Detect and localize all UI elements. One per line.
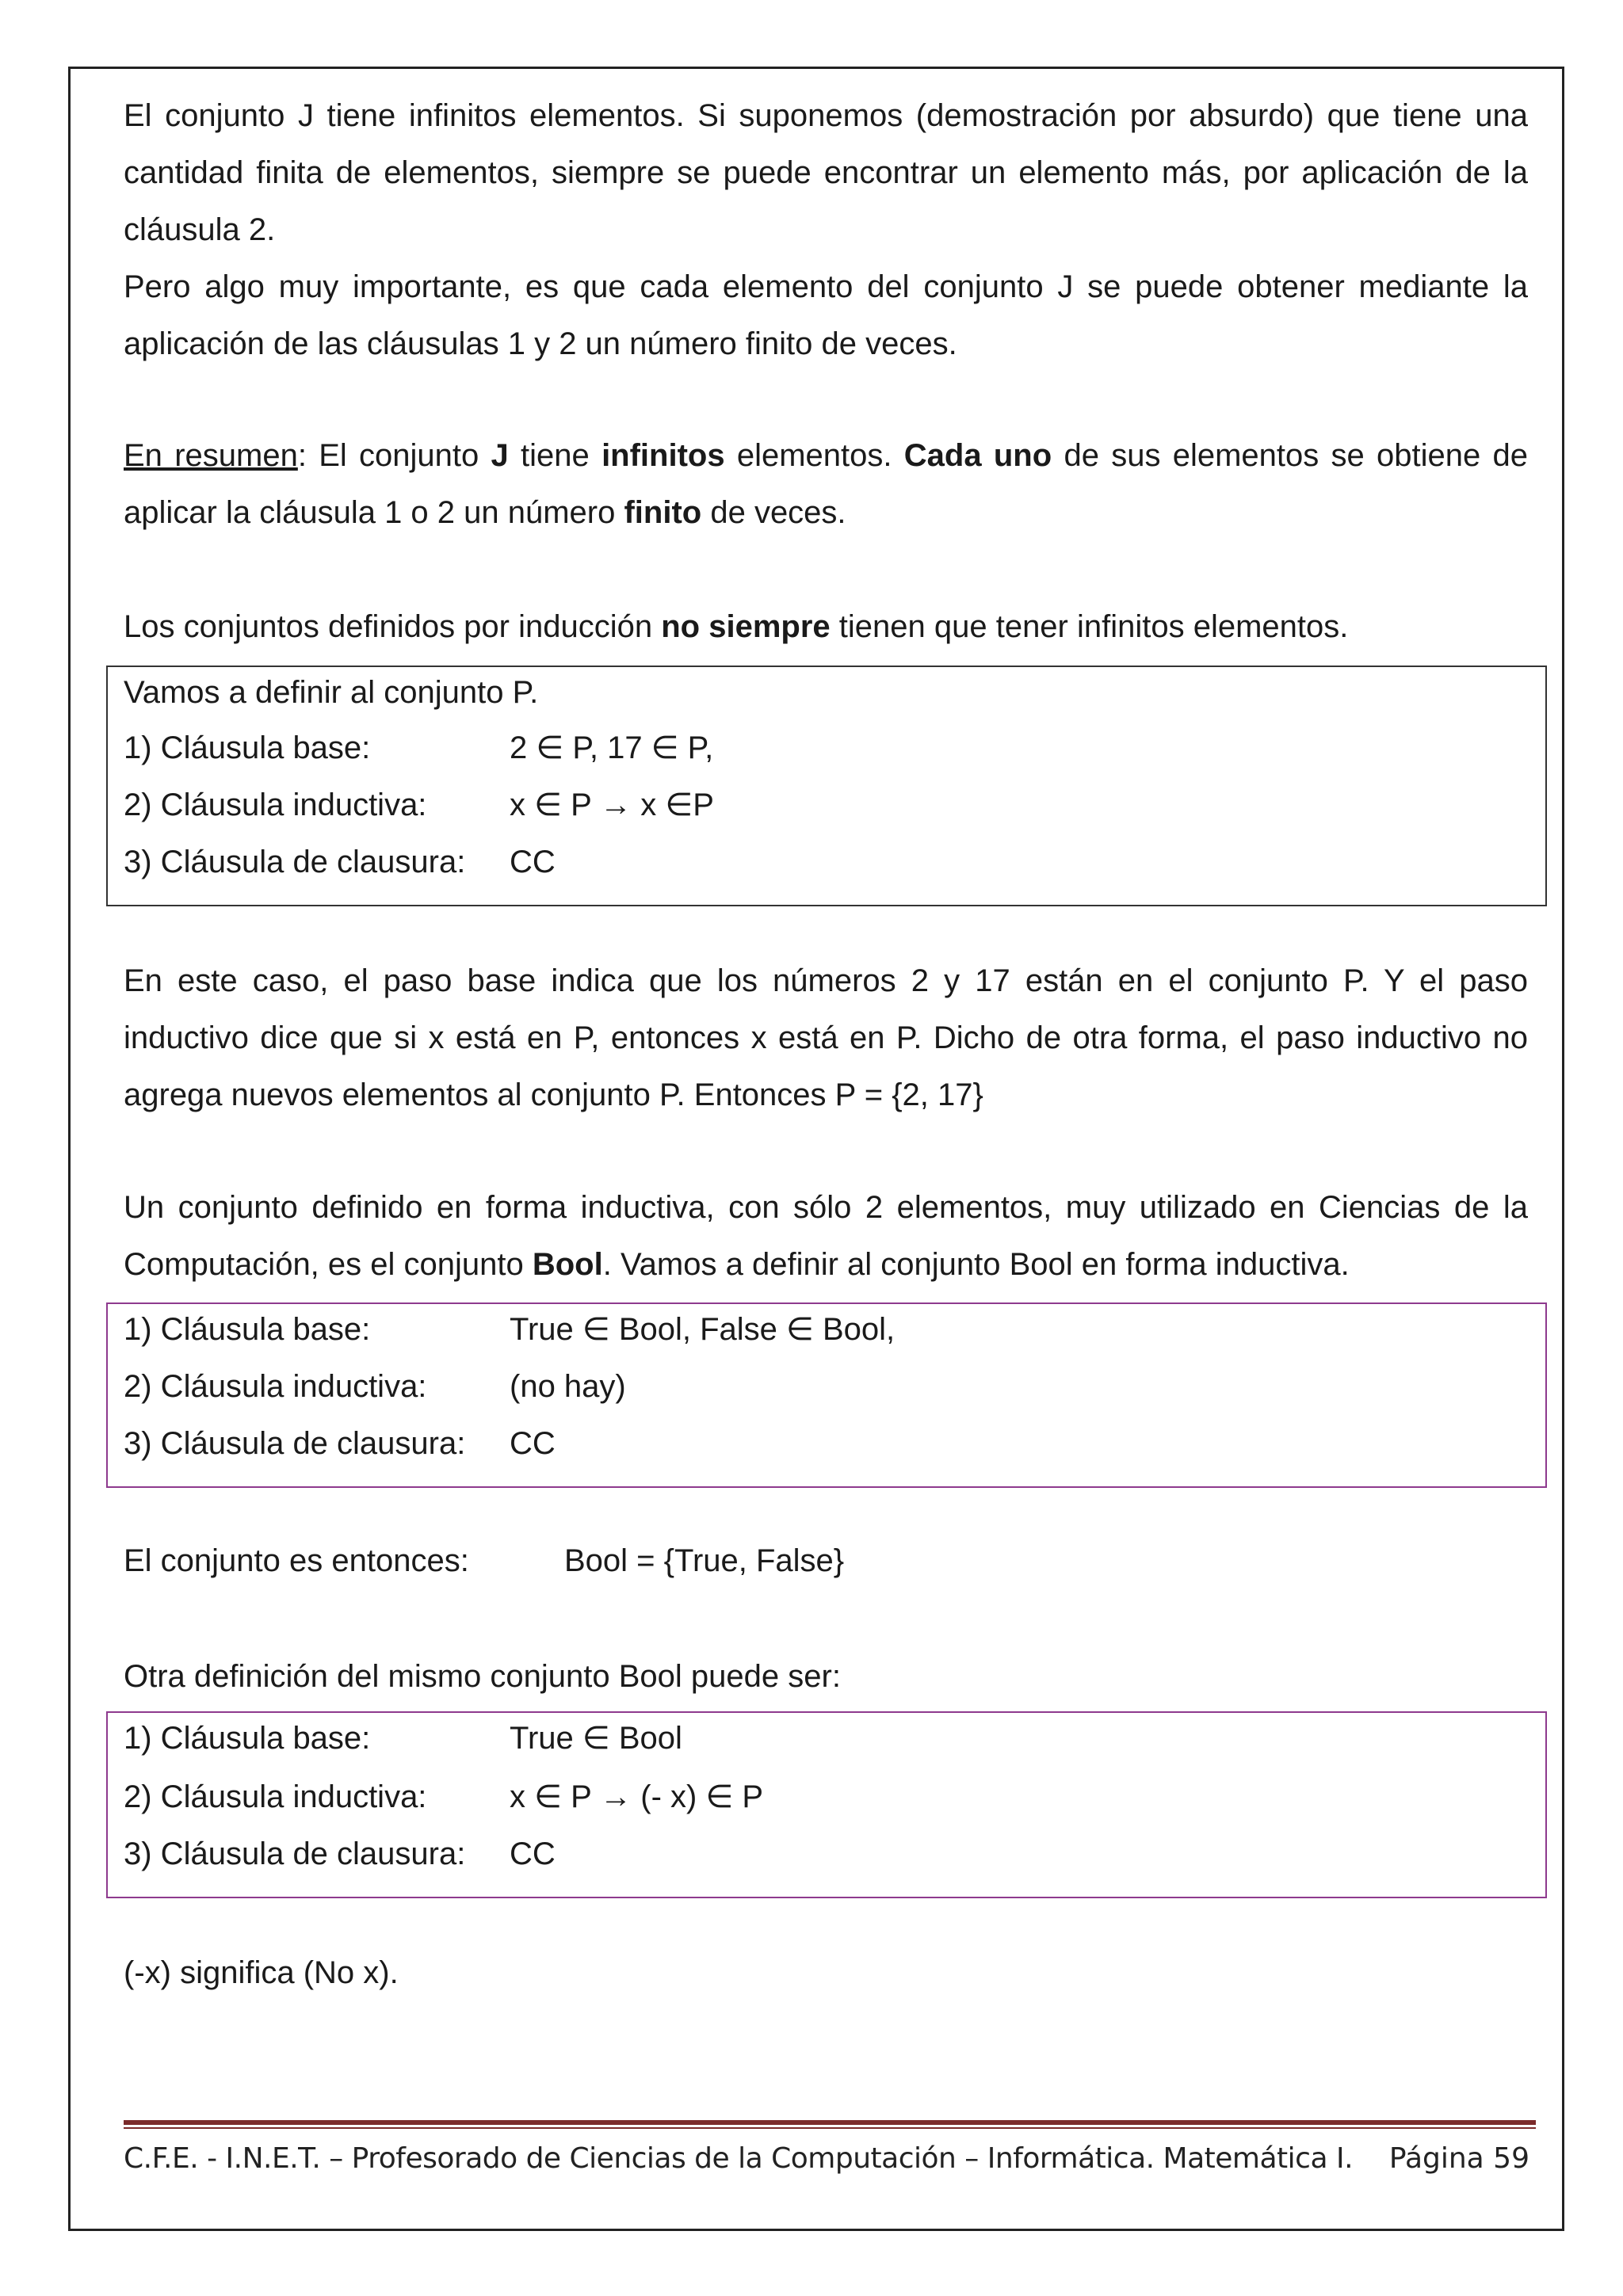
page-frame xyxy=(68,67,1564,2231)
intro-paragraph-1: El conjunto J tiene infinitos elementos. Si suponemos (demostración por absurdo) que tiene una cantidad finita de elementos, siempre se puede encontrar un elemento más, por aplicación de la cláusula 2. xyxy=(124,98,1528,247)
footer-rule-thick xyxy=(124,2120,1536,2125)
box-p-row-1 xyxy=(124,719,713,776)
box-bool1-row-2 xyxy=(124,1358,626,1415)
box-p-row-2-value: x ∈ P → x ∈P xyxy=(510,788,714,822)
box-bool2-row-3-value: CC xyxy=(510,1836,556,1871)
box-bool1-row-3-value: CC xyxy=(510,1426,556,1461)
resumen-text-5: de veces. xyxy=(701,495,846,530)
box-bool2-row-2-value: x ∈ P → (- x) ∈ P xyxy=(510,1779,764,1814)
resumen-text-3: elementos. xyxy=(724,438,904,473)
conjunto-es-value: Bool = {True, False} xyxy=(564,1543,845,1578)
bool-intro-paragraph xyxy=(124,1179,1528,1293)
resumen-label: En resumen xyxy=(124,438,298,473)
conjunto-es-label: El conjunto es entonces: xyxy=(124,1543,469,1578)
box-bool1-row-3 xyxy=(124,1415,556,1472)
box-p-row-3-label: 3) Cláusula de clausura: xyxy=(124,845,466,879)
box-bool2-row-1-label: 1) Cláusula base: xyxy=(124,1721,371,1756)
bool-intro-section xyxy=(124,1179,1528,1293)
resumen-bold-2: infinitos xyxy=(601,438,725,473)
bool-intro-text-2: . Vamos a definir al conjunto Bool en forma inductiva. xyxy=(602,1247,1350,1282)
no-siempre-bold: no siempre xyxy=(661,609,831,644)
box-bool2-row-2 xyxy=(124,1768,763,1825)
footer-rule-thin xyxy=(124,2127,1536,2129)
page-footer xyxy=(124,2139,1529,2179)
definition-box-bool-2 xyxy=(106,1711,1547,1898)
box-p-row-1-value: 2 ∈ P, 17 ∈ P, xyxy=(510,730,714,765)
nota-line: (-x) significa (No x). xyxy=(124,1955,399,1990)
resumen-text-1: : El conjunto xyxy=(297,438,491,473)
caso-paragraph: En este caso, el paso base indica que los números 2 y 17 están en el conjunto P. Y el paso inductivo dice que si x está en P, entonces x está en P. Dicho de otra forma, el paso inductivo no agrega nuevos elementos al conjunto P. Entonces P = {2, 17} xyxy=(124,963,1528,1112)
caso-section xyxy=(124,952,1528,1123)
box-bool1-row-2-label: 2) Cláusula inductiva: xyxy=(124,1369,427,1404)
conjunto-es-line xyxy=(124,1532,844,1589)
resumen-bold-3: Cada uno xyxy=(903,438,1052,473)
no-siempre-text-2: tienen que tener infinitos elementos. xyxy=(830,609,1349,644)
box-p-title: Vamos a definir al conjunto P. xyxy=(124,675,539,710)
definition-box-p xyxy=(106,666,1547,906)
box-p-row-2-label: 2) Cláusula inductiva: xyxy=(124,788,427,822)
intro-paragraph-2: Pero algo muy importante, es que cada elemento del conjunto J se puede obtener mediante la aplicación de las cláusulas 1 y 2 un número finito de veces. xyxy=(124,269,1528,361)
box-bool2-row-2-label: 2) Cláusula inductiva: xyxy=(124,1779,427,1814)
resumen-section xyxy=(124,427,1528,541)
box-bool2-row-3-label: 3) Cláusula de clausura: xyxy=(124,1836,466,1871)
box-p-row-3-value: CC xyxy=(510,845,556,879)
box-bool1-row-1-label: 1) Cláusula base: xyxy=(124,1312,371,1347)
footer-course-text: C.F.E. - I.N.E.T. – Profesorado de Ciencias de la Computación – Informática. Matemática I. xyxy=(124,2142,1354,2175)
box-bool2-row-1 xyxy=(124,1710,682,1767)
box-bool2-row-3 xyxy=(124,1825,556,1882)
footer-page-number: Página 59 xyxy=(1388,2142,1529,2175)
no-siempre-line xyxy=(124,598,1348,655)
bool-intro-bold: Bool xyxy=(532,1247,603,1282)
resumen-text-4: de sus elementos se obtiene de aplicar la cláusula 1 o 2 un número xyxy=(124,438,1529,530)
box-bool1-row-3-label: 3) Cláusula de clausura: xyxy=(124,1426,466,1461)
box-bool1-row-2-value: (no hay) xyxy=(510,1369,626,1404)
no-siempre-text-1: Los conjuntos definidos por inducción xyxy=(124,609,662,644)
definition-box-bool-1 xyxy=(106,1302,1547,1488)
resumen-paragraph xyxy=(124,427,1528,541)
box-p-row-3 xyxy=(124,833,556,891)
resumen-text-2: tiene xyxy=(508,438,602,473)
box-bool2-row-1-value: True ∈ Bool xyxy=(510,1721,682,1756)
bool-intro-text-1: Un conjunto definido en forma inductiva, con sólo 2 elementos, muy utilizado en Ciencias de la Computación, es el conjunto xyxy=(124,1190,1528,1282)
otra-definicion-line: Otra definición del mismo conjunto Bool puede ser: xyxy=(124,1659,841,1694)
box-p-row-1-label: 1) Cláusula base: xyxy=(124,730,371,765)
box-bool1-row-1-value: True ∈ Bool, False ∈ Bool, xyxy=(510,1312,896,1347)
resumen-bold-1: J xyxy=(491,438,509,473)
box-p-row-2 xyxy=(124,776,714,833)
resumen-bold-4: finito xyxy=(624,495,702,530)
box-bool1-row-1 xyxy=(124,1301,895,1358)
intro-section xyxy=(124,87,1528,372)
